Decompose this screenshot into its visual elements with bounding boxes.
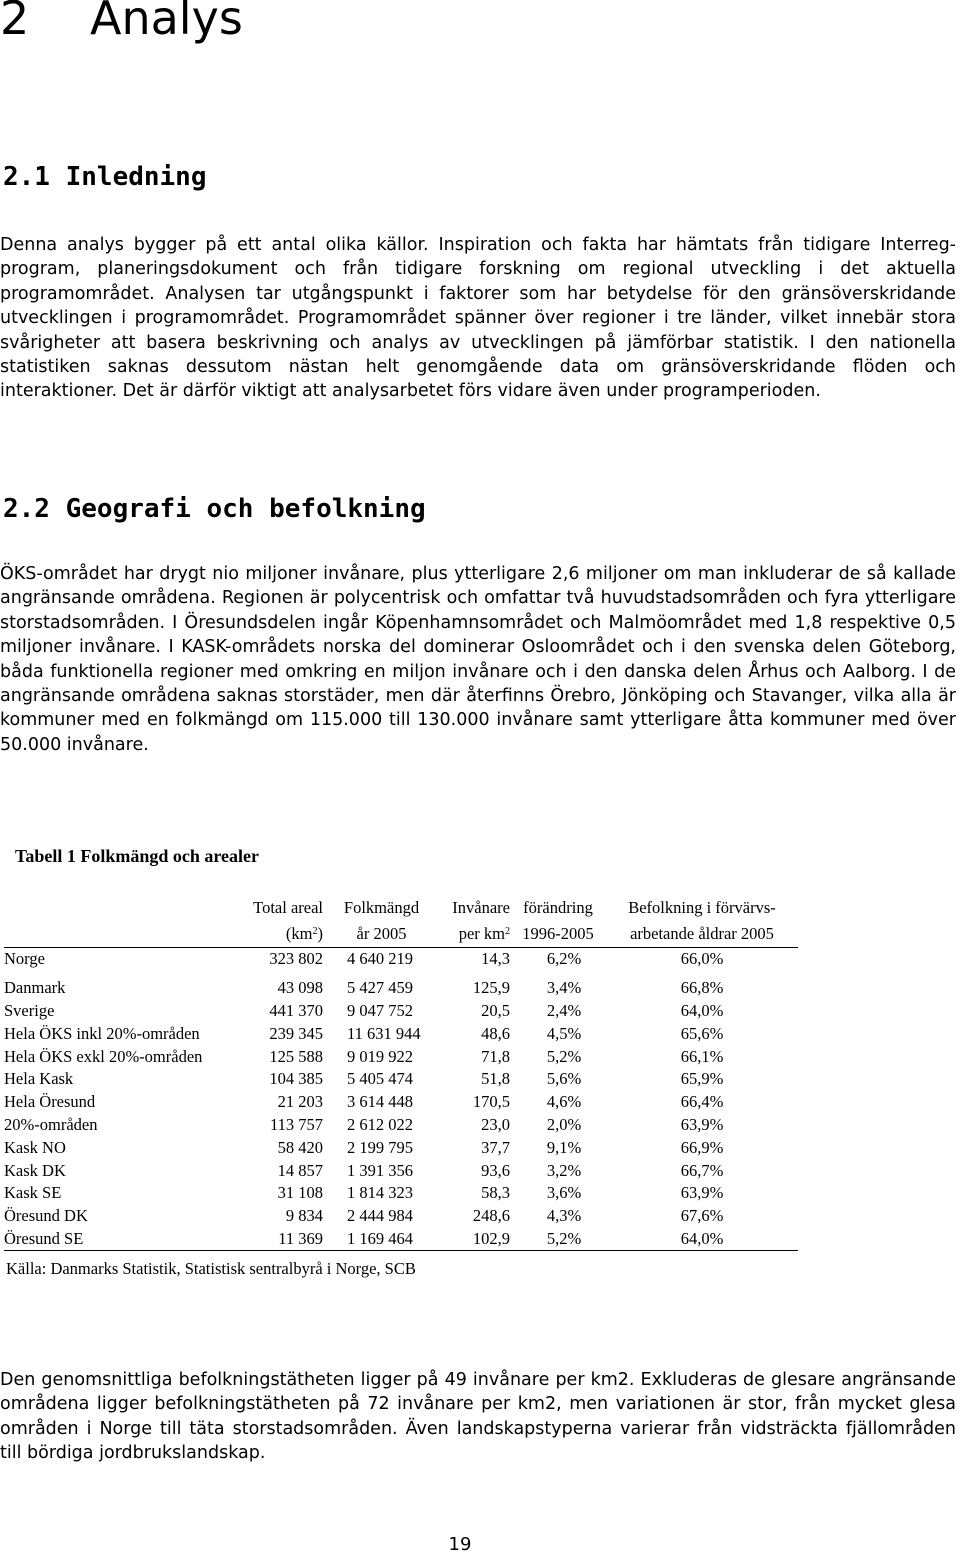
header-dens-unit: per km xyxy=(458,924,505,943)
cell-pop: 1 391 356 xyxy=(347,1160,413,1180)
cell-name: Hela Öresund xyxy=(4,1092,96,1112)
header-dens-sup: 2 xyxy=(505,926,510,937)
cell-name: Kask SE xyxy=(4,1183,62,1203)
section-heading-geografi: 2.2 Geografi och befolkning xyxy=(3,494,426,524)
cell-name: Sverige xyxy=(4,1000,55,1020)
header-area xyxy=(238,895,323,948)
paragraph-closing: Den genomsnittliga befolkningstätheten ligger på 49 invånare per km2. Exkluderas de glesare angränsande områdena ligger befolkningstätheten på 72 invånare per km2, men variationen är stor, från mycket glesa områden i Norge till täta storstadsområden. Även landskapstyperna varierar från vidsträckta fjällområden till bördiga jordbrukslandskap. xyxy=(0,1370,956,1464)
table-row xyxy=(4,1000,798,1023)
cell-density: 20,5 xyxy=(481,1000,510,1020)
cell-name: Öresund SE xyxy=(4,1228,238,1251)
paragraph-geografi: ÖKS-området har drygt nio miljoner invånare, plus ytterligare 2,6 miljoner om man inkluderar de så kallade angränsande områdena. Regionen är polycentrisk och omfattar två huvudstadsområden och fyra ytterligare storstadsområden. I Öresundsdelen ingår Köpenhamnsområdet och Malmöområdet med 1,8 respektive 0,5 miljoner invånare. I KASK-områdets norska del dominerar Osloområdet och i den svenska delen Göteborg, båda funktionella regioner med omkring en miljon invånare och i den danska delen Århus och Aalborg. I de angränsande områdena saknas storstäder, men där återfinns Örebro, Jönköping och Stavanger, vilka alla är kommuner med en folkmängd om 115.000 till 130.000 invånare samt ytterligare åtta kommuner med över 50.000 invånare. xyxy=(0,564,956,755)
cell-density: 125,9 xyxy=(472,978,510,998)
cell-pop: 5 427 459 xyxy=(347,978,413,998)
cell-working: 64,0% xyxy=(680,1000,724,1020)
cell-name: Öresund DK xyxy=(4,1206,88,1226)
cell-change: 4,5% xyxy=(546,1023,582,1043)
cell-area: 239 345 xyxy=(269,1023,323,1043)
table-row xyxy=(4,1045,798,1068)
header-density xyxy=(440,895,510,948)
cell-pop: 1 814 323 xyxy=(347,1183,413,1203)
header-chg-line1: förändring xyxy=(523,898,593,917)
cell-change: 4,6% xyxy=(546,1092,582,1112)
cell-name: Kask DK xyxy=(4,1160,66,1180)
cell-pop: 11 631 944 xyxy=(347,1023,421,1043)
cell-area: 31 108 xyxy=(277,1183,323,1203)
cell-pop: 5 405 474 xyxy=(347,1069,413,1089)
cell-working: 65,9% xyxy=(680,1069,724,1089)
cell-density: 51,8 xyxy=(481,1069,510,1089)
table-row xyxy=(4,1091,798,1114)
cell-density: 248,6 xyxy=(472,1206,510,1226)
header-work-line2: arbetande åldrar 2005 xyxy=(630,924,774,943)
cell-change: 3,6% xyxy=(546,1183,582,1203)
cell-pop: 1 169 464 xyxy=(323,1228,440,1251)
header-pop-line1: Folkmängd xyxy=(343,898,420,917)
cell-area: 9 834 xyxy=(285,1206,323,1226)
cell-area: 21 203 xyxy=(277,1092,323,1112)
table-header-row xyxy=(4,895,798,948)
cell-working: 63,9% xyxy=(680,1183,724,1203)
header-area-close: ) xyxy=(317,924,323,943)
cell-working: 67,6% xyxy=(680,1206,724,1226)
cell-change: 9,1% xyxy=(546,1137,582,1157)
cell-change: 5,2% xyxy=(546,1046,582,1066)
header-population xyxy=(323,895,440,948)
table-source: Källa: Danmarks Statistik, Statistisk sentralbyrå i Norge, SCB xyxy=(6,1259,416,1278)
header-dens-line2 xyxy=(440,921,510,947)
header-dens-line1: Invånare xyxy=(452,898,510,917)
cell-change: 2,4% xyxy=(546,1000,582,1020)
table-row xyxy=(4,1205,798,1228)
cell-pop: 2 444 984 xyxy=(347,1206,413,1226)
cell-pop: 4 640 219 xyxy=(347,949,413,969)
header-work-line1: Befolkning i förvärvs- xyxy=(628,898,776,917)
cell-name: Hela ÖKS exkl 20%-områden xyxy=(4,1046,203,1066)
cell-name: Hela ÖKS inkl 20%-områden xyxy=(4,1023,200,1043)
chapter-title: Analys xyxy=(90,0,243,45)
cell-name: Kask NO xyxy=(4,1137,66,1157)
cell-area: 104 385 xyxy=(269,1069,323,1089)
cell-density: 48,6 xyxy=(481,1023,510,1043)
section-heading-inledning: 2.1 Inledning xyxy=(3,162,207,192)
cell-area: 43 098 xyxy=(277,978,323,998)
header-area-unit: (km xyxy=(285,924,313,943)
cell-name: Hela Kask xyxy=(4,1069,74,1089)
table-row xyxy=(4,1068,798,1091)
cell-density: 23,0 xyxy=(481,1114,510,1134)
table-row xyxy=(4,1022,798,1045)
header-pop-line2: år 2005 xyxy=(356,924,407,943)
cell-working: 64,0% xyxy=(606,1228,798,1251)
cell-area: 125 588 xyxy=(269,1046,323,1066)
table-row xyxy=(4,948,798,971)
header-area-sup: 2 xyxy=(312,926,318,937)
header-blank xyxy=(4,895,238,948)
table-row xyxy=(4,1182,798,1205)
cell-density: 71,8 xyxy=(481,1046,510,1066)
cell-pop: 9 019 922 xyxy=(347,1046,413,1066)
table-caption: Tabell 1 Folkmängd och arealer xyxy=(15,846,260,866)
table-row xyxy=(4,1114,798,1137)
cell-change: 4,3% xyxy=(546,1206,582,1226)
cell-working: 66,4% xyxy=(680,1092,724,1112)
cell-change: 5,2% xyxy=(510,1228,606,1251)
cell-pop: 9 047 752 xyxy=(347,1000,413,1020)
cell-working: 66,8% xyxy=(680,978,724,998)
cell-working: 63,9% xyxy=(680,1114,724,1134)
cell-change: 5,6% xyxy=(546,1069,582,1089)
cell-working: 65,6% xyxy=(680,1023,724,1043)
cell-area: 113 757 xyxy=(269,1114,323,1134)
cell-pop: 2 612 022 xyxy=(347,1114,413,1134)
header-area-line1: Total areal xyxy=(253,898,323,917)
cell-pop: 2 199 795 xyxy=(347,1137,413,1157)
cell-change: 3,4% xyxy=(546,978,582,998)
cell-name: 20%-områden xyxy=(4,1114,98,1134)
cell-area: 11 369 xyxy=(238,1228,323,1251)
cell-change: 6,2% xyxy=(546,949,582,969)
table-row xyxy=(4,1136,798,1159)
cell-area: 441 370 xyxy=(269,1000,323,1020)
cell-density: 102,9 xyxy=(440,1228,510,1251)
cell-density: 37,7 xyxy=(481,1137,510,1157)
cell-density: 170,5 xyxy=(472,1092,510,1112)
header-chg-line2: 1996-2005 xyxy=(522,924,594,943)
page-number: 19 xyxy=(448,1534,472,1555)
cell-working: 66,1% xyxy=(680,1046,724,1066)
cell-density: 58,3 xyxy=(481,1183,510,1203)
cell-name: Danmark xyxy=(4,978,66,998)
cell-change: 3,2% xyxy=(546,1160,582,1180)
header-area-line2 xyxy=(238,921,323,947)
table-row xyxy=(4,971,798,1000)
cell-area: 323 802 xyxy=(269,949,323,969)
cell-name: Norge xyxy=(4,949,45,969)
cell-density: 93,6 xyxy=(481,1160,510,1180)
cell-density: 14,3 xyxy=(481,949,510,969)
cell-change: 2,0% xyxy=(546,1114,582,1134)
population-table xyxy=(4,895,798,1251)
cell-working: 66,0% xyxy=(680,949,724,969)
cell-area: 58 420 xyxy=(277,1137,323,1157)
paragraph-inledning: Denna analys bygger på ett antal olika källor. Inspiration och fakta har hämtats från tidigare Interreg-program, planeringsdokument och från tidigare forskning om regional utveckling i det aktuella programområdet. Analysen tar utgångspunkt i faktorer som har betydelse för den gränsöverskridande utvecklingen i programområdet. Programområdet spänner över regioner i tre länder, vilket innebär stora svårigheter att basera beskrivning och analys av utvecklingen på jämförbar statistik. I den nationella statistiken saknas dessutom nästan helt genomgående data om gränsöverskridande flöden och interaktioner. Det är därför viktigt att analysarbetet förs vidare även under programperioden. xyxy=(0,235,956,402)
cell-area: 14 857 xyxy=(277,1160,323,1180)
header-working-age xyxy=(606,895,798,948)
chapter-heading xyxy=(0,0,243,48)
cell-working: 66,7% xyxy=(680,1160,724,1180)
cell-working: 66,9% xyxy=(680,1137,724,1157)
cell-pop: 3 614 448 xyxy=(347,1092,413,1112)
table-row xyxy=(4,1228,798,1251)
header-change xyxy=(510,895,606,948)
chapter-number: 2 xyxy=(0,0,30,45)
table-row xyxy=(4,1159,798,1182)
